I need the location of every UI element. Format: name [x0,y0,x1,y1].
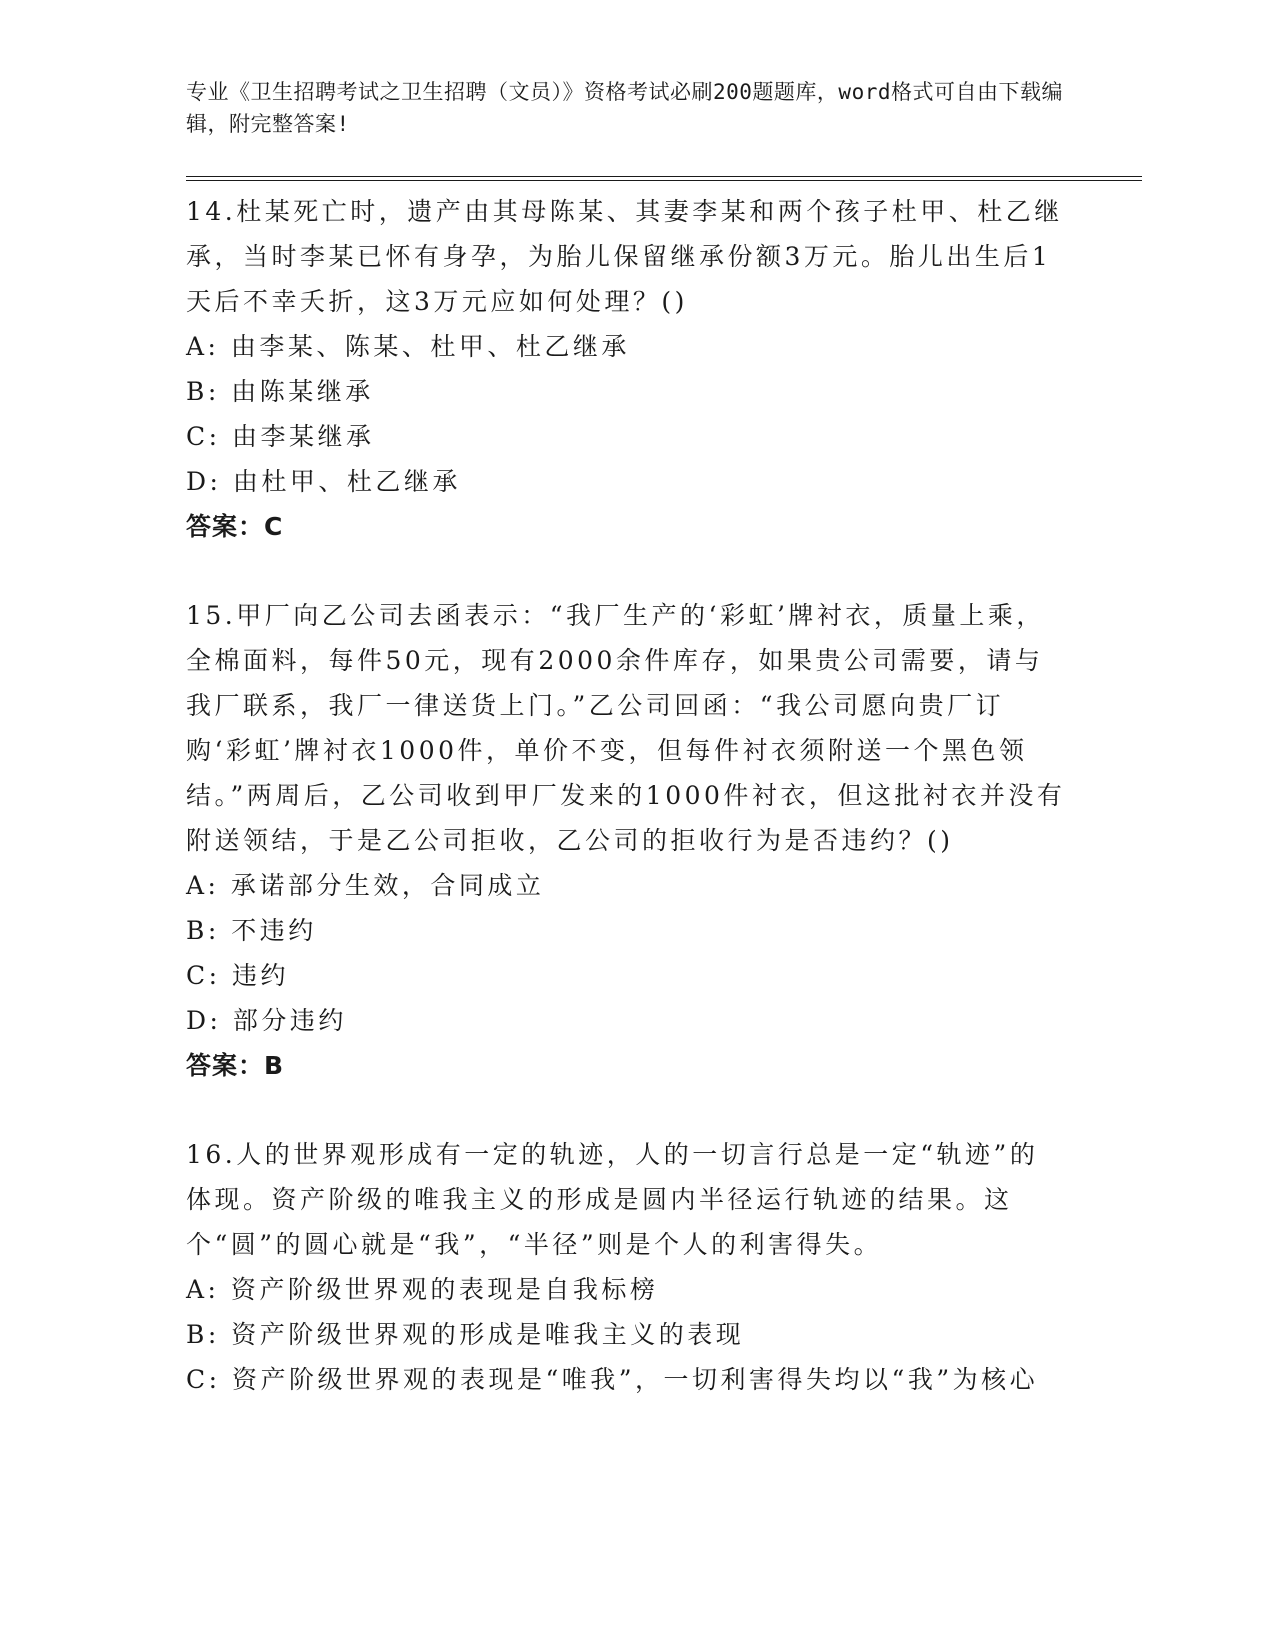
question-15 [186,593,1066,1088]
question-stem: 14.杜某死亡时，遗产由其母陈某、其妻李某和两个孩子杜甲、杜乙继承，当时李某已怀有身孕，为胎儿保留继承份额3万元。胎儿出生后1天后不幸夭折，这3万元应如何处理？() [186,197,1063,316]
option-c: C: 资产阶级世界观的表现是“唯我”，一切利害得失均以“我”为核心 [186,1365,1039,1394]
option-c: C: 由李某继承 [186,422,375,451]
header-divider [186,176,1142,181]
option-a: A: 资产阶级世界观的表现是自我标榜 [186,1275,659,1304]
option-a: A: 承诺部分生效，合同成立 [186,871,545,900]
option-d: D: 由杜甲、杜乙继承 [186,467,461,496]
question-16 [186,1132,1066,1402]
answer-label: 答案：B [186,1051,285,1080]
question-spacer [186,1088,1066,1132]
option-b: B: 由陈某继承 [186,377,374,406]
option-c: C: 违约 [186,961,289,990]
option-b: B: 不违约 [186,916,317,945]
answer-label: 答案：C [186,512,284,541]
question-list [186,189,1066,1402]
question-stem: 16.人的世界观形成有一定的轨迹，人的一切言行总是一定“轨迹”的体现。资产阶级的唯我主义的形成是圆内半径运行轨迹的结果。这个“圆”的圆心就是“我”，“半径”则是个人的利害得失。 [186,1140,1039,1259]
question-14 [186,189,1066,549]
option-b: B: 资产阶级世界观的形成是唯我主义的表现 [186,1320,745,1349]
question-stem: 15.甲厂向乙公司去函表示：“我厂生产的‘彩虹’牌衬衣，质量上乘，全棉面料，每件50元，现有2000余件库存，如果贵公司需要，请与我厂联系，我厂一律送货上门。”乙公司回函：“我公司愿向贵厂订购‘彩虹’牌衬衣1000件，单价不变，但每件衬衣须附送一个黑色领结。”两周后，乙公司收到甲厂发来的1000件衬衣，但这批衬衣并没有附送领结，于是乙公司拒收，乙公司的拒收行为是否违约？() [186,601,1066,855]
option-d: D: 部分违约 [186,1006,347,1035]
document-header-title: 专业《卫生招聘考试之卫生招聘（文员）》资格考试必刷200题题库，word格式可自由下载编辑，附完整答案! [186,80,1063,136]
option-a: A: 由李某、陈某、杜甲、杜乙继承 [186,332,630,361]
question-spacer [186,549,1066,593]
